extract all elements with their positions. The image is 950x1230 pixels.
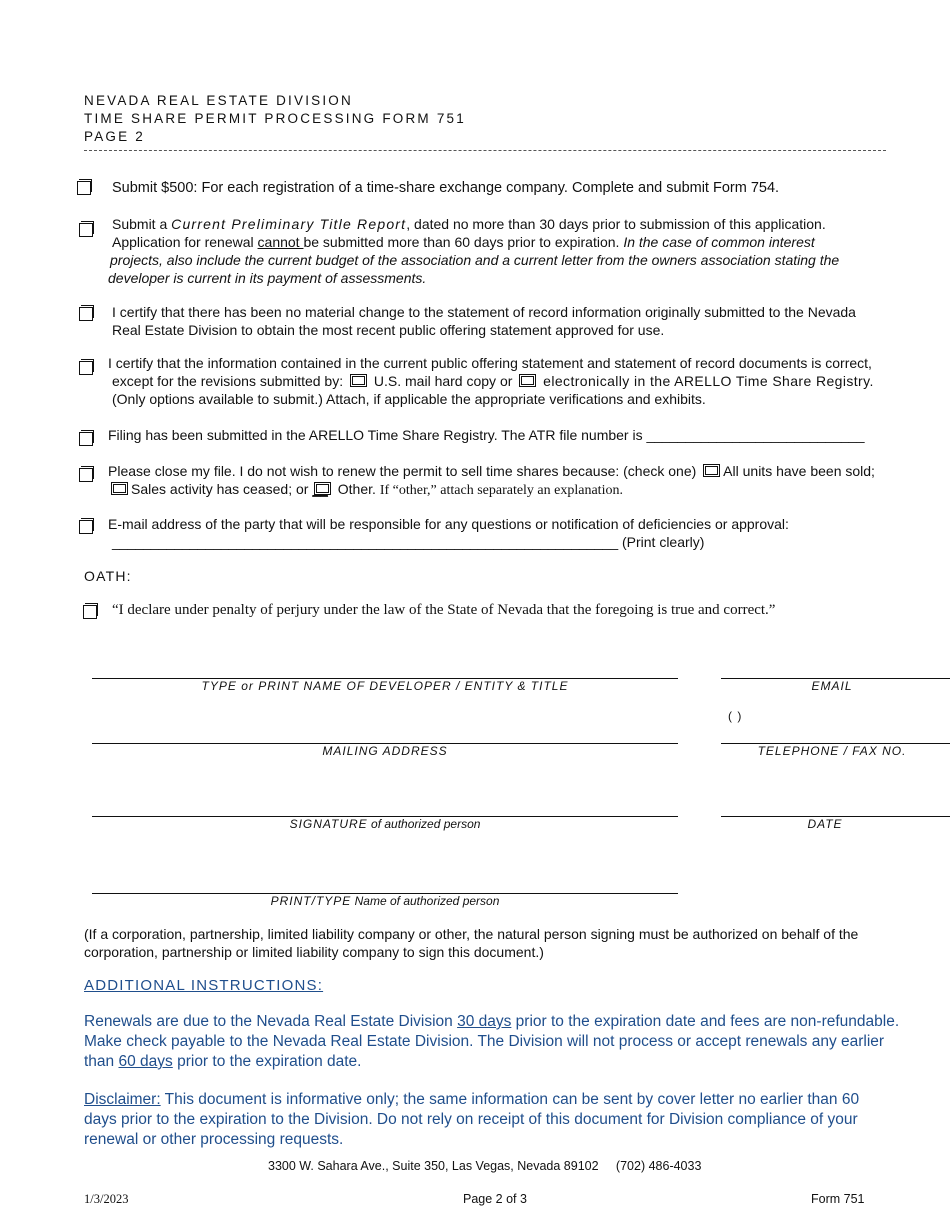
phone-label: TELEPHONE / FAX NO. — [757, 744, 907, 758]
electronic-checkbox[interactable] — [519, 374, 536, 387]
corp-note-line1: (If a corporation, partnership, limited liability company or other, the natural person signing must be authorized on behalf of the — [84, 926, 859, 942]
title-report-line3: projects, also include the current budget of the association and a current letter from the owners association stating the — [110, 252, 840, 268]
revisions-checkbox[interactable] — [79, 361, 93, 375]
footer-date: 1/3/2023 — [84, 1192, 129, 1206]
revisions-line1: I certify that the information contained in the current public offering statement and statement of record documents is correct, — [108, 355, 872, 371]
no-change-line1: I certify that there has been no material change to the statement of record information originally submitted to the Nevada — [112, 304, 856, 320]
signature-label: SIGNATURE of authorized person — [289, 817, 481, 831]
filing-checkbox[interactable] — [79, 432, 93, 446]
page-label: PAGE 2 — [84, 129, 145, 144]
disclaimer-line1: Disclaimer: This document is informative only; the same information can be sent by cover letter no earlier than 60 — [84, 1091, 860, 1108]
oath-statement: “I declare under penalty of perjury under the law of the State of Nevada that the foregoing is true and correct.” — [112, 602, 776, 618]
revisions-line2: except for the revisions submitted by: U.S. mail hard copy or electronically in the ARELLO Time Share Registry. — [112, 373, 874, 389]
header-divider — [84, 150, 886, 151]
instructions-p1-line1: Renewals are due to the Nevada Real Estate Division 30 days prior to the expiration date and fees are non-refundable. — [84, 1013, 900, 1030]
filing-text: Filing has been submitted in the ARELLO Time Share Registry. The ATR file number is ____________________________ — [108, 427, 865, 443]
title-report-checkbox[interactable] — [79, 223, 93, 237]
mail-copy-checkbox[interactable] — [350, 374, 367, 387]
title-report-line1: Submit a Current Preliminary Title Report, dated no more than 30 days prior to submission of this application. — [112, 216, 826, 232]
footer-form: Form 751 — [811, 1192, 865, 1206]
oath-heading: OATH: — [84, 568, 132, 584]
oath-checkbox[interactable] — [83, 605, 97, 619]
disclaimer-line2: days prior to the expiration to the Division. Do not rely on receipt of this document for Division compliance of your — [84, 1111, 858, 1128]
address-label: MAILING ADDRESS — [322, 744, 448, 758]
phone-prefix: ( ) — [728, 709, 743, 723]
title-report-line2: Application for renewal cannot be submitted more than 60 days prior to expiration. In the case of common interest — [112, 234, 815, 250]
email-checkbox[interactable] — [79, 520, 93, 534]
form-title: TIME SHARE PERMIT PROCESSING FORM 751 — [84, 111, 466, 126]
other-checkbox[interactable] — [314, 482, 331, 495]
date-label: DATE — [807, 817, 843, 831]
disclaimer-line3: renewal or other processing requests. — [84, 1131, 344, 1148]
footer-address: 3300 W. Sahara Ave., Suite 350, Las Vegas, Nevada 89102 (702) 486-4033 — [268, 1159, 702, 1173]
no-change-checkbox[interactable] — [79, 307, 93, 321]
instructions-heading: ADDITIONAL INSTRUCTIONS: — [84, 977, 324, 994]
instructions-p1-line2: Make check payable to the Nevada Real Estate Division. The Division will not process or accept renewals any earlier — [84, 1033, 885, 1050]
footer-page: Page 2 of 3 — [463, 1192, 527, 1206]
email-line1: E-mail address of the party that will be responsible for any questions or notification of deficiencies or approval: — [108, 516, 789, 532]
sales-ceased-checkbox[interactable] — [111, 482, 128, 495]
corp-note-line2: corporation, partnership or limited liability company to sign this document.) — [84, 944, 544, 960]
close-file-line2: Sales activity has ceased; or __ Other. If “other,” attach separately an explanation. — [108, 480, 623, 500]
email-line2: _________________________________________________________________ (Print clearly) — [112, 534, 705, 550]
revisions-line3: (Only options available to submit.) Attach, if applicable the appropriate verifications and exhibits. — [112, 391, 706, 407]
instructions-p1-line3: than 60 days prior to the expiration date. — [84, 1053, 362, 1070]
name-label: TYPE or PRINT NAME OF DEVELOPER / ENTITY & TITLE — [201, 679, 569, 693]
close-file-line1: Please close my file. I do not wish to renew the permit to sell time shares because: (check one) All units have been sold; — [108, 463, 875, 479]
no-change-line2: Real Estate Division to obtain the most recent public offering statement approved for use. — [112, 322, 665, 338]
exchange-checkbox[interactable] — [77, 181, 91, 195]
print-name-label: PRINT/TYPE Name of authorized person — [270, 894, 500, 908]
title-report-line4: developer is current in its payment of assessments. — [108, 270, 427, 286]
email-label: EMAIL — [811, 679, 853, 693]
units-sold-checkbox[interactable] — [703, 464, 720, 477]
agency-title: NEVADA REAL ESTATE DIVISION — [84, 93, 353, 108]
close-file-checkbox[interactable] — [79, 468, 93, 482]
exchange-text: Submit $500: For each registration of a time-share exchange company. Complete and submit Form 754. — [112, 180, 780, 196]
